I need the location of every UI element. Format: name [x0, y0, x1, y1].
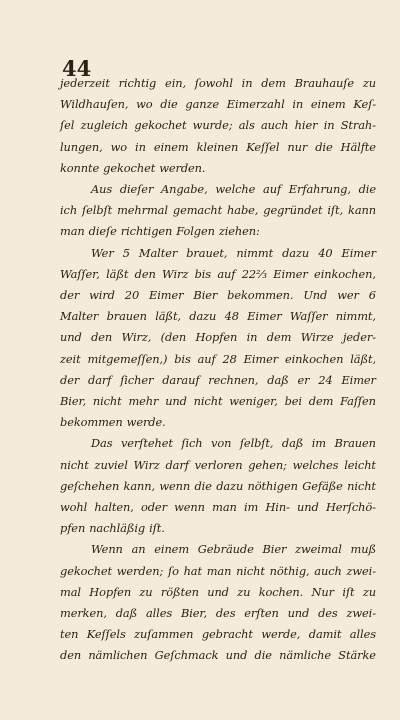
text-line: gekochet werden; ſo hat man nicht nöthig, auch zwei-	[60, 563, 376, 578]
text-line: Waſſer, läßt den Wirz bis auf 22⅔ Eimer einkochen,	[60, 266, 376, 281]
text-line: ten Keſſels zuſammen gebracht werde, damit alles	[60, 627, 376, 642]
text-line: jederzeit richtig ein, ſowohl in dem Brauhauſe zu	[60, 76, 376, 90]
text-line: lungen, wo in einem kleinen Keſſel nur die Hälfte	[60, 139, 376, 154]
text-line: mal Hopfen zu rößten und zu kochen. Nur iſt zu	[60, 584, 376, 599]
text-line: pfen nachläßig iſt.	[60, 521, 165, 536]
text-line: Das verſtehet ſich von ſelbſt, daß im Brauen	[91, 436, 376, 451]
text-line: wohl halten, oder wenn man im Hin- und Herſchö-	[60, 500, 376, 514]
text-line: ich ſelbſt mehrmal gemacht habe, gegründet iſt, kann	[60, 203, 376, 218]
text-line: Wenn an einem Gebräude Bier zweimal muß	[91, 542, 376, 557]
text-line: Malter brauen läßt, dazu 48 Eimer Waſſer nimmt,	[60, 309, 376, 324]
text-line: Bier, nicht mehr und nicht weniger, bei dem Faſſen	[60, 394, 376, 408]
text-line: Wildhauſen, wo die ganze Eimerzahl in einem Keſ-	[60, 97, 376, 112]
text-line: der darf ſicher darauf rechnen, daß er 24 Eimer	[60, 372, 376, 387]
text-line: Wer 5 Malter brauet, nimmt dazu 40 Eimer	[91, 245, 376, 260]
text-line: nicht zuviel Wirz darf verloren gehen; welches leicht	[60, 457, 376, 472]
text-line: konnte gekochet werden.	[60, 160, 206, 175]
text-line: merken, daß alles Bier, des erſten und des zwei-	[60, 606, 376, 620]
text-line: zeit mitgemeſſen,) bis auf 28 Eimer einkochen läßt,	[60, 351, 376, 366]
text-line: den nämlichen Geſchmack und die nämliche Stärke	[60, 648, 376, 663]
text-line: und den Wirz, (den Hopfen in dem Wirze jeder-	[60, 330, 376, 345]
text-line: ſel zugleich gekochet wurde; als auch hier in Strah-	[60, 118, 376, 133]
text-line: Aus dieſer Angabe, welche auf Erfahrung, die	[91, 182, 376, 196]
text-line: bekommen werde.	[60, 415, 166, 430]
text-line: man dieſe richtigen Folgen ziehen:	[60, 224, 260, 239]
text-line: geſchehen kann, wenn die dazu nöthigen Gefäße nicht	[60, 478, 376, 493]
text-line: der wird 20 Eimer Bier bekommen. Und wer 6	[60, 288, 376, 302]
page-number: 44	[62, 56, 92, 81]
